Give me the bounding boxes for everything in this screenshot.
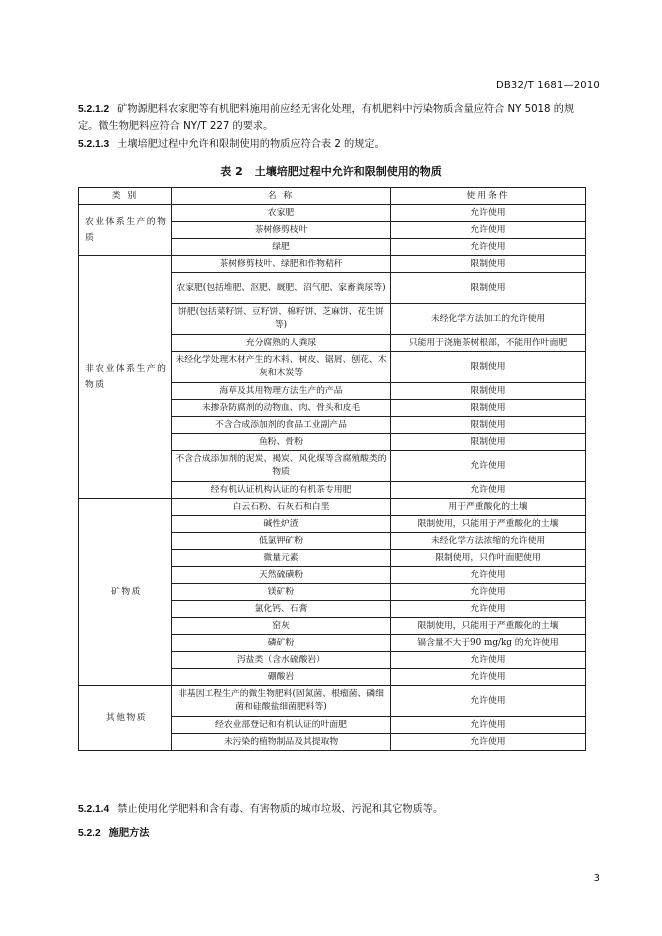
usage-condition: 允许使用 <box>391 652 586 669</box>
substance-name: 海草及其用物理方法生产的产品 <box>172 383 391 400</box>
substance-name: 碱性炉渣 <box>172 516 391 533</box>
substance-name: 硼酸岩 <box>172 669 391 686</box>
header-category: 类 别 <box>79 188 172 205</box>
usage-condition: 允许使用 <box>391 669 586 686</box>
table-row <box>79 499 586 516</box>
clause-text: 土壤培肥过程中允许和限制使用的物质应符合表 2 的规定。 <box>117 139 385 150</box>
usage-condition: 限制使用 <box>391 434 586 451</box>
usage-condition: 允许使用 <box>391 584 586 601</box>
substance-name: 未污染的植物制品及其提取物 <box>172 734 391 751</box>
table-row <box>79 686 586 717</box>
category-cell: 非农业体系生产的物质 <box>79 256 172 499</box>
usage-condition: 允许使用 <box>391 567 586 584</box>
usage-condition: 限制使用 <box>391 352 586 383</box>
usage-condition: 限制使用 <box>391 256 586 273</box>
substance-name: 未经化学处理木材产生的木料、树皮、锯屑、刨花、木灰和木炭等 <box>172 352 391 383</box>
substance-name: 微量元素 <box>172 550 391 567</box>
clause-5-2-1-2 <box>78 101 590 135</box>
category-cell: 矿物质 <box>79 499 172 686</box>
substance-name: 经农业部登记和有机认证的叶面肥 <box>172 717 391 734</box>
substance-name: 绿肥 <box>172 239 391 256</box>
section-5-2-2-heading <box>78 825 590 842</box>
usage-condition: 限制使用，只能用于严重酸化的土壤 <box>391 618 586 635</box>
substance-name: 农家肥(包括堆肥、沤肥、厩肥、沼气肥、家畜粪尿等) <box>172 273 391 304</box>
clause-5-2-1-3 <box>78 136 590 153</box>
substance-name: 未掺杂防腐剂的动物血、肉、骨头和皮毛 <box>172 400 391 417</box>
clause-number: 5.2.1.3 <box>78 139 110 150</box>
clause-number: 5.2.1.2 <box>78 104 110 115</box>
substance-name: 泻盐类（含水硫酸岩） <box>172 652 391 669</box>
substance-name: 窑灰 <box>172 618 391 635</box>
substance-name: 非基因工程生产的微生物肥料(固氮菌、根瘤菌、磷细菌和硅酸盐细菌肥料等) <box>172 686 391 717</box>
substance-name: 氯化钙、石膏 <box>172 601 391 618</box>
usage-condition: 允许使用 <box>391 205 586 222</box>
usage-condition: 允许使用 <box>391 601 586 618</box>
substance-name: 经有机认证机构认证的有机茶专用肥 <box>172 482 391 499</box>
clause-text: 禁止使用化学肥料和含有毒、有害物质的城市垃圾、污泥和其它物质等。 <box>117 804 444 815</box>
substance-name: 镁矿粉 <box>172 584 391 601</box>
substance-name: 饼肥(包括菜籽饼、豆籽饼、棉籽饼、芝麻饼、花生饼等) <box>172 304 391 335</box>
clause-text: 矿物源肥料农家肥等有机肥料施用前应经无害化处理，有机肥料中污染物质含量应符合 NY 5018 的规定。微生物肥料应符合 NY/T 227 的要求。 <box>78 104 575 132</box>
usage-condition: 允许使用 <box>391 482 586 499</box>
usage-condition: 允许使用 <box>391 451 586 482</box>
category-cell: 其他物质 <box>79 686 172 751</box>
substance-name: 农家肥 <box>172 205 391 222</box>
header-condition: 使用条件 <box>391 188 586 205</box>
table-caption-title: 土壤培肥过程中允许和限制使用的物质 <box>254 165 442 178</box>
page-number: 3 <box>593 873 600 884</box>
usage-condition: 镉含量不大于90 mg/kg 的允许使用 <box>391 635 586 652</box>
substance-name: 白云石粉、石灰石和白垩 <box>172 499 391 516</box>
usage-condition: 限制使用 <box>391 273 586 304</box>
table-row <box>79 205 586 222</box>
table-row <box>79 256 586 273</box>
document-number: DB32/T 1681—2010 <box>495 80 600 91</box>
usage-condition: 限制使用，只作叶面肥使用 <box>391 550 586 567</box>
substance-name: 充分腐熟的人粪尿 <box>172 335 391 352</box>
usage-condition: 只能用于浇施茶树根部，不能用作叶面肥 <box>391 335 586 352</box>
fertilizer-substances-table <box>78 187 586 751</box>
usage-condition: 未经化学方法加工的允许使用 <box>391 304 586 335</box>
substance-name: 低氯钾矿粉 <box>172 533 391 550</box>
category-cell: 农业体系生产的物质 <box>79 205 172 256</box>
substance-name: 不含合成添加剂的泥炭、褐炭、风化煤等含腐殖酸类的物质 <box>172 451 391 482</box>
usage-condition: 允许使用 <box>391 222 586 239</box>
usage-condition: 允许使用 <box>391 239 586 256</box>
table-header-row <box>79 188 586 205</box>
usage-condition: 允许使用 <box>391 734 586 751</box>
usage-condition: 允许使用 <box>391 717 586 734</box>
table-caption <box>0 163 662 179</box>
usage-condition: 限制使用 <box>391 383 586 400</box>
usage-condition: 允许使用 <box>391 686 586 717</box>
usage-condition: 用于严重酸化的土壤 <box>391 499 586 516</box>
clause-5-2-1-4 <box>78 801 590 818</box>
section-title: 施肥方法 <box>108 828 150 839</box>
substance-name: 鱼粉、骨粉 <box>172 434 391 451</box>
section-number: 5.2.2 <box>78 828 101 839</box>
substance-name: 不含合成添加剂的食品工业副产品 <box>172 417 391 434</box>
usage-condition: 限制使用 <box>391 400 586 417</box>
usage-condition: 限制使用 <box>391 417 586 434</box>
substance-name: 磷矿粉 <box>172 635 391 652</box>
usage-condition: 限制使用，只能用于严重酸化的土壤 <box>391 516 586 533</box>
substance-name: 茶树修剪枝叶、绿肥和作物秸秆 <box>172 256 391 273</box>
usage-condition: 未经化学方法浓缩的允许使用 <box>391 533 586 550</box>
table-caption-number: 表 2 <box>220 165 243 178</box>
header-name: 名 称 <box>172 188 391 205</box>
clause-number: 5.2.1.4 <box>78 804 110 815</box>
substance-name: 茶树修剪枝叶 <box>172 222 391 239</box>
substance-name: 天然硫磺粉 <box>172 567 391 584</box>
